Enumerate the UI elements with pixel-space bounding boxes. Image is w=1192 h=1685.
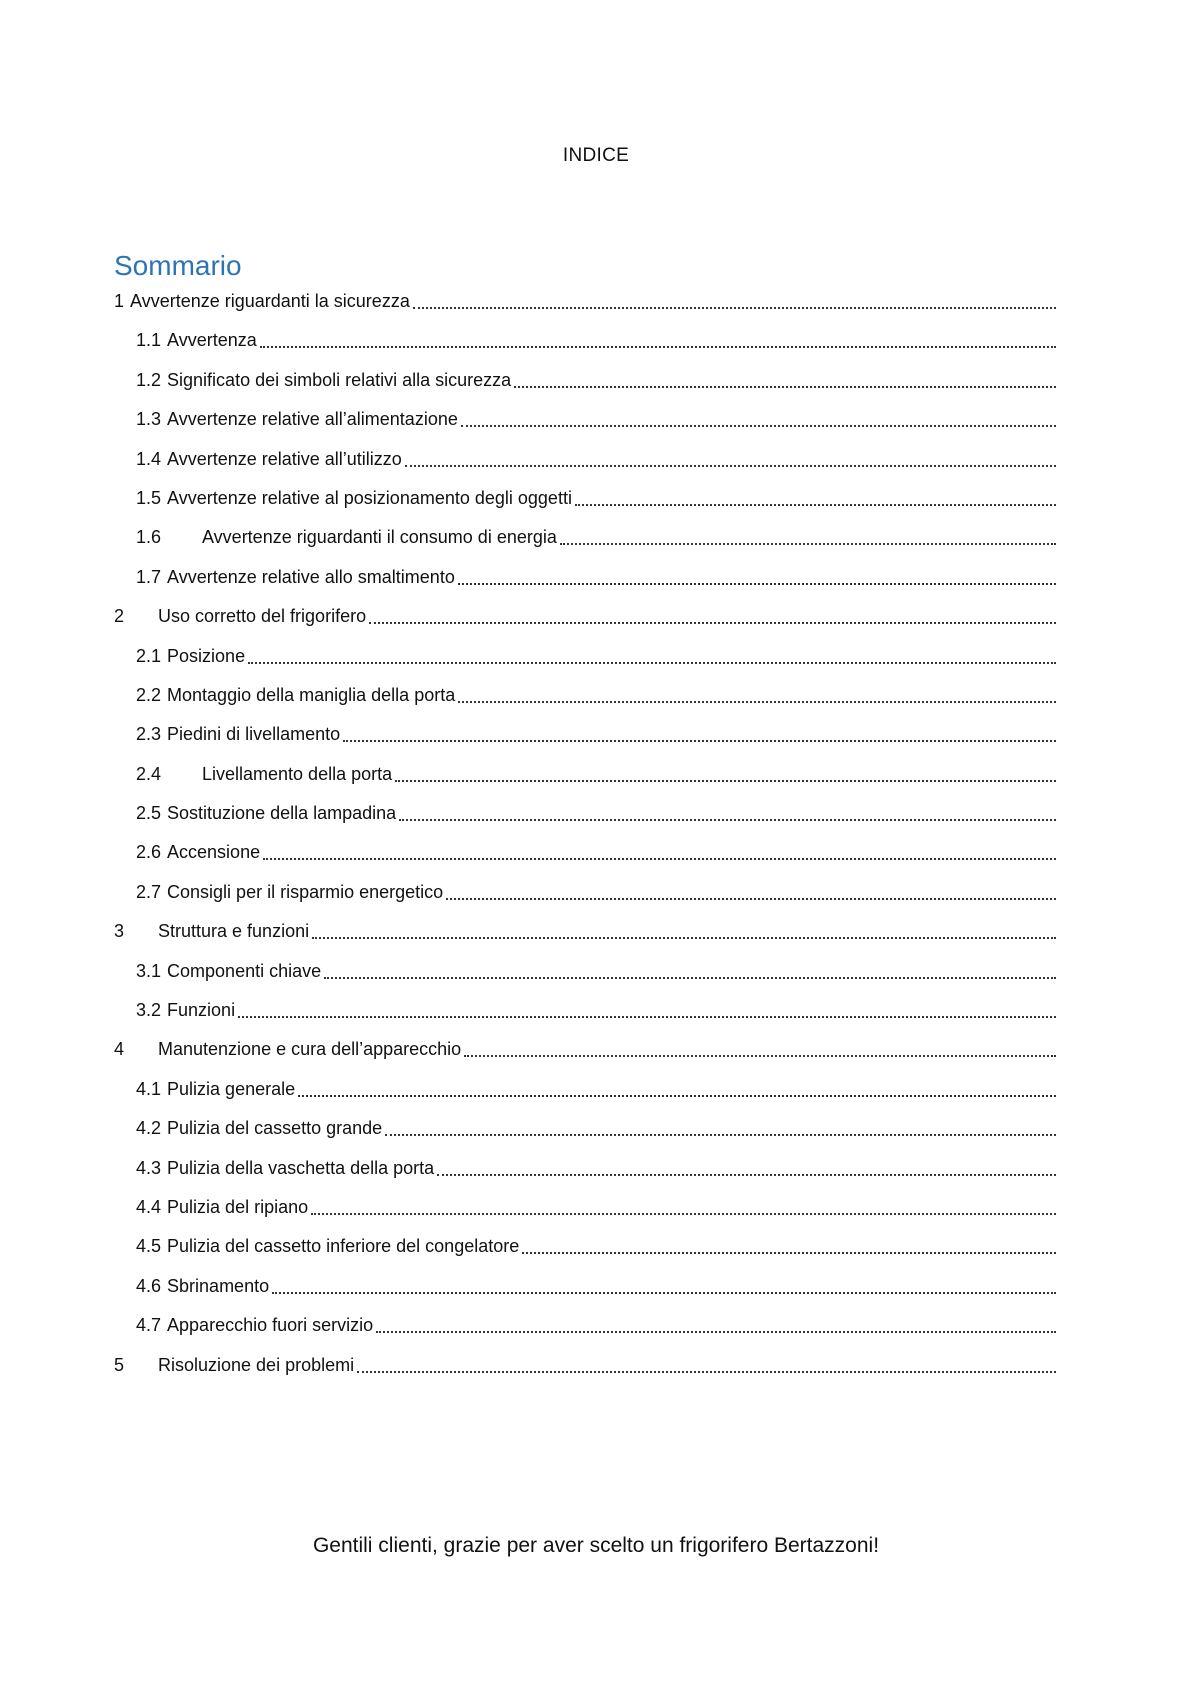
dot-leader — [395, 763, 1056, 782]
dot-leader — [357, 1354, 1056, 1373]
toc-entry[interactable] — [114, 1354, 1056, 1393]
toc-entry-title: Avvertenze riguardanti la sicurezza — [130, 291, 410, 311]
toc-entry-number: 4.6 — [136, 1275, 162, 1296]
toc-entry[interactable] — [114, 1078, 1056, 1117]
toc-entry-title: Funzioni — [167, 1000, 236, 1021]
toc-entry[interactable] — [114, 1196, 1056, 1235]
toc-entry-number: 4.4 — [136, 1196, 162, 1217]
toc-entry[interactable] — [114, 290, 1056, 329]
toc-entry[interactable] — [114, 408, 1056, 447]
dot-leader — [238, 999, 1056, 1018]
toc-entry-number: 2.1 — [136, 645, 162, 666]
table-of-contents — [114, 290, 1056, 1393]
toc-entry[interactable] — [114, 1314, 1056, 1353]
toc-entry-number: 2 — [114, 606, 125, 627]
toc-entry-number: 4.3 — [136, 1157, 162, 1178]
toc-entry-title: Sbrinamento — [167, 1275, 270, 1296]
toc-entry-number: 1.6 — [136, 527, 162, 548]
toc-entry-number: 1.4 — [136, 448, 162, 469]
toc-entry-title: Posizione — [167, 645, 246, 666]
toc-entry-title: Avvertenze riguardanti il consumo di energia — [202, 527, 557, 548]
toc-entry-title: Avvertenze relative allo smaltimento — [167, 566, 455, 587]
toc-entry[interactable] — [114, 1157, 1056, 1196]
dot-leader — [522, 1235, 1056, 1254]
toc-entry-number: 2.2 — [136, 684, 162, 705]
toc-entry-number: 4.2 — [136, 1118, 162, 1139]
toc-entry-number: 3 — [114, 921, 125, 942]
toc-entry[interactable] — [114, 841, 1056, 880]
toc-entry-number: 1.5 — [136, 487, 162, 508]
toc-entry-number: 2.3 — [136, 724, 162, 745]
toc-entry-title: Avvertenze relative all’utilizzo — [167, 448, 402, 469]
dot-leader — [248, 645, 1056, 664]
dot-leader — [458, 684, 1056, 703]
toc-entry-title: Risoluzione dei problemi — [158, 1354, 355, 1375]
toc-entry-title: Uso corretto del frigorifero — [158, 606, 367, 627]
dot-leader — [575, 487, 1056, 506]
dot-leader — [446, 881, 1056, 900]
toc-entry-number: 4.7 — [136, 1315, 162, 1336]
toc-entry-title: Significato dei simboli relativi alla sicurezza — [167, 369, 512, 390]
toc-entry-title: Montaggio della maniglia della porta — [167, 684, 456, 705]
toc-entry-title: Pulizia generale — [167, 1078, 296, 1099]
toc-entry-title: Componenti chiave — [167, 960, 322, 981]
toc-entry-number: 1.3 — [136, 409, 162, 430]
toc-entry-title: Avvertenze relative all’alimentazione — [167, 409, 458, 430]
toc-entry[interactable] — [114, 566, 1056, 605]
toc-entry-title: Livellamento della porta — [202, 763, 393, 784]
toc-entry-number: 4.1 — [136, 1078, 162, 1099]
dot-leader — [514, 369, 1056, 388]
toc-entry[interactable] — [114, 487, 1056, 526]
dot-leader — [369, 605, 1056, 624]
toc-entry-title: Avvertenze relative al posizionamento degli oggetti — [167, 487, 572, 508]
toc-entry[interactable] — [114, 526, 1056, 565]
toc-entry-title: Piedini di livellamento — [167, 724, 341, 745]
toc-entry[interactable] — [114, 1117, 1056, 1156]
toc-entry[interactable] — [114, 684, 1056, 723]
toc-entry-number: 2.4 — [136, 763, 162, 784]
toc-entry-title: Avvertenza — [167, 330, 257, 351]
toc-heading: Sommario — [114, 250, 242, 281]
closing-message: Gentili clienti, grazie per aver scelto un frigorifero Bertazzoni! — [312, 1534, 880, 1557]
toc-entry-title: Pulizia della vaschetta della porta — [167, 1157, 435, 1178]
index-title: INDICE — [562, 145, 630, 166]
dot-leader — [560, 526, 1056, 545]
dot-leader — [311, 1196, 1056, 1215]
toc-entry[interactable] — [114, 999, 1056, 1038]
toc-entry[interactable] — [114, 1038, 1056, 1077]
toc-entry-title: Struttura e funzioni — [158, 921, 310, 942]
toc-entry-number: 3.2 — [136, 1000, 162, 1021]
dot-leader — [413, 290, 1056, 309]
toc-entry-number: 4.5 — [136, 1236, 162, 1257]
toc-entry-title: Consigli per il risparmio energetico — [167, 881, 444, 902]
dot-leader — [458, 566, 1056, 585]
dot-leader — [263, 841, 1056, 860]
toc-entry[interactable] — [114, 960, 1056, 999]
toc-entry[interactable] — [114, 802, 1056, 841]
dot-leader — [298, 1078, 1056, 1097]
dot-leader — [399, 802, 1056, 821]
dot-leader — [385, 1117, 1056, 1136]
dot-leader — [405, 448, 1056, 467]
dot-leader — [272, 1275, 1056, 1294]
toc-entry[interactable] — [114, 448, 1056, 487]
toc-entry-title: Pulizia del cassetto inferiore del congelatore — [167, 1236, 520, 1257]
toc-entry[interactable] — [114, 329, 1056, 368]
toc-entry-number: 3.1 — [136, 960, 162, 981]
dot-leader — [461, 408, 1056, 427]
toc-entry[interactable] — [114, 763, 1056, 802]
toc-entry-number: 1 — [114, 291, 125, 311]
dot-leader — [312, 920, 1056, 939]
toc-entry-title: Pulizia del ripiano — [167, 1196, 309, 1217]
toc-entry-number: 2.7 — [136, 881, 162, 902]
toc-entry-title: Apparecchio fuori servizio — [167, 1315, 374, 1336]
toc-entry[interactable] — [114, 1275, 1056, 1314]
toc-entry[interactable] — [114, 1235, 1056, 1274]
toc-entry-title: Manutenzione e cura dell’apparecchio — [158, 1039, 462, 1060]
dot-leader — [437, 1157, 1056, 1176]
toc-entry-title: Accensione — [167, 842, 261, 863]
dot-leader — [343, 723, 1056, 742]
toc-entry-title: Pulizia del cassetto grande — [167, 1118, 383, 1139]
toc-entry[interactable] — [114, 645, 1056, 684]
toc-entry-number: 2.5 — [136, 803, 162, 824]
toc-entry-number: 2.6 — [136, 842, 162, 863]
toc-entry-number: 1.1 — [136, 330, 162, 351]
toc-entry[interactable] — [114, 723, 1056, 762]
toc-entry[interactable] — [114, 605, 1056, 644]
toc-entry-number: 5 — [114, 1354, 125, 1375]
dot-leader — [260, 329, 1056, 348]
dot-leader — [464, 1038, 1056, 1057]
dot-leader — [324, 960, 1056, 979]
toc-entry[interactable] — [114, 881, 1056, 920]
toc-entry[interactable] — [114, 920, 1056, 959]
toc-entry-number: 1.2 — [136, 369, 162, 390]
toc-entry-title: Sostituzione della lampadina — [167, 803, 397, 824]
toc-entry-number: 1.7 — [136, 566, 162, 587]
dot-leader — [376, 1314, 1056, 1333]
toc-entry-number: 4 — [114, 1039, 125, 1060]
toc-entry[interactable] — [114, 369, 1056, 408]
